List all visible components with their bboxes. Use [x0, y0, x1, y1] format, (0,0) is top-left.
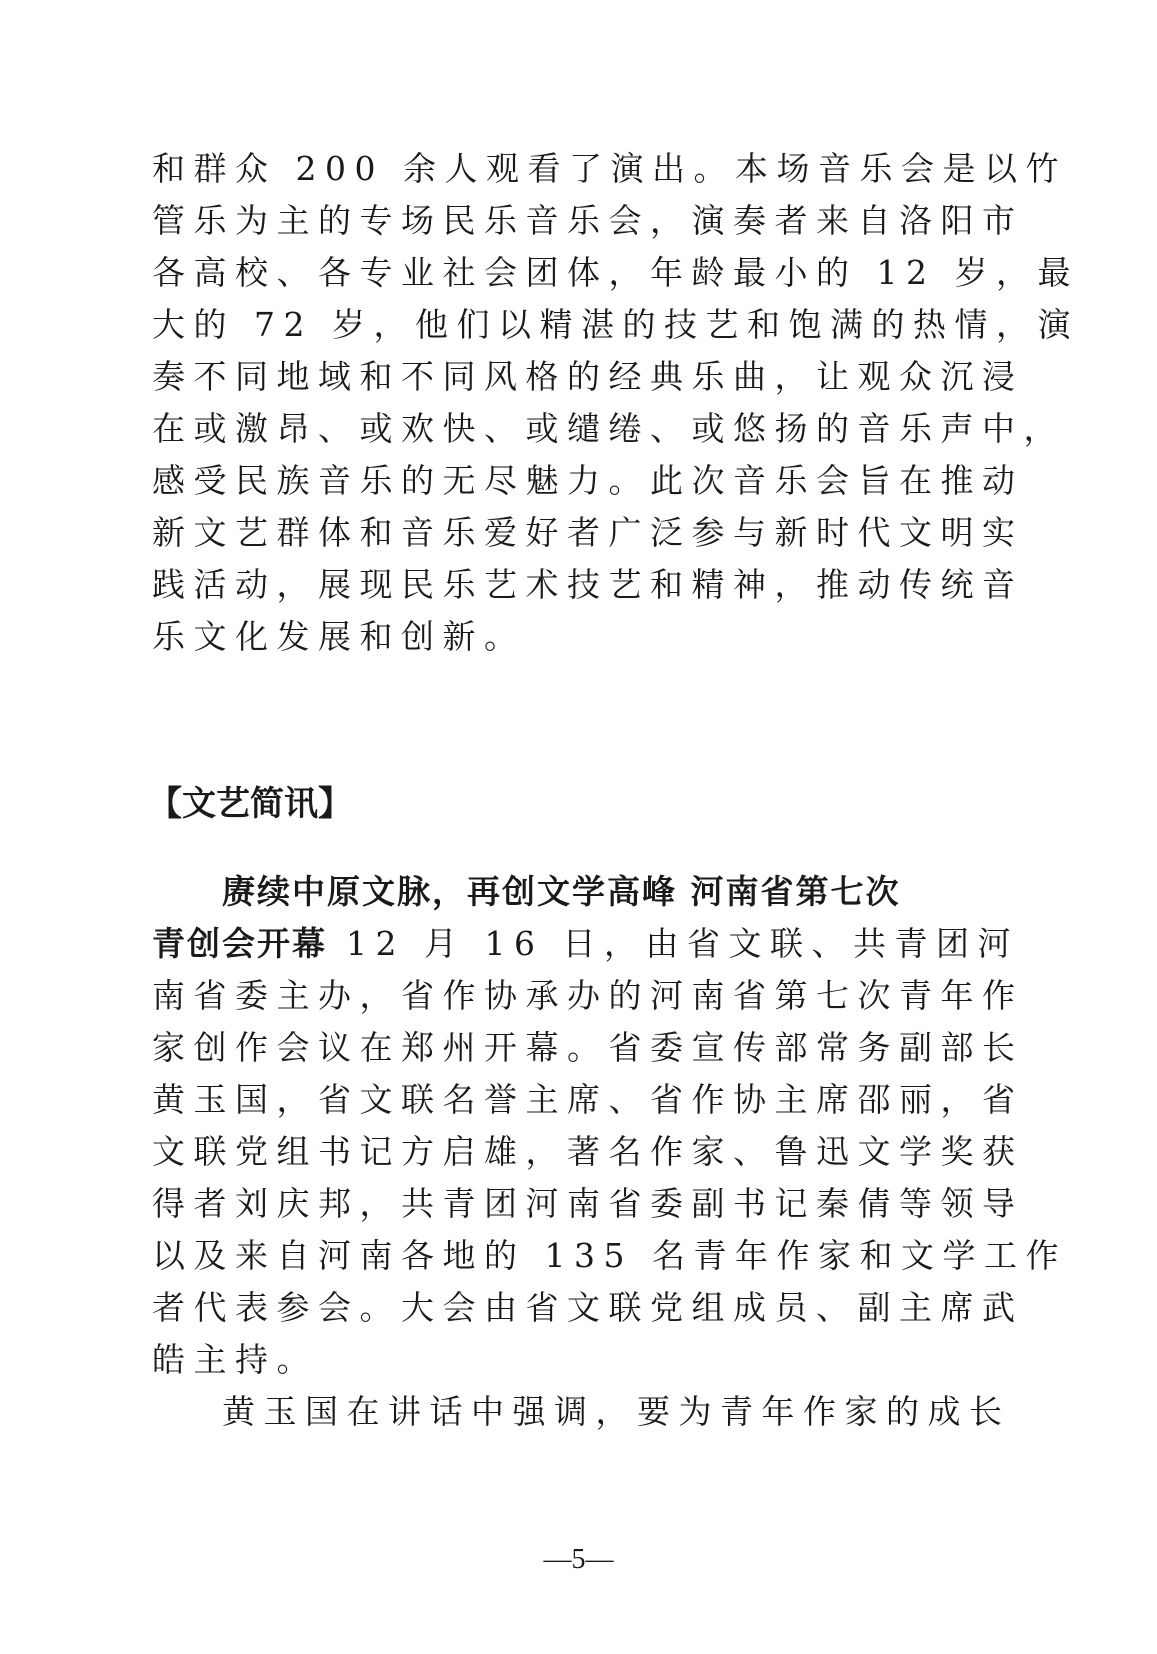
text-line: 文联党组书记方启雄，著名作家、鲁迅文学奖获	[152, 1132, 1024, 1171]
text-line: 家创作会议在郑州开幕。省委宣传部常务副部长	[152, 1028, 1024, 1067]
text-line: 践活动，展现民乐艺术技艺和精神，推动传统音	[152, 565, 1024, 604]
section-title: 【文艺简讯】	[148, 784, 352, 824]
news-headline-tail: 青创会开幕	[152, 924, 327, 963]
text-line: 新文艺群体和音乐爱好者广泛参与新时代文明实	[152, 513, 1024, 552]
text-line: 管乐为主的专场民乐音乐会，演奏者来自洛阳市	[152, 201, 1024, 240]
text-line: 者代表参会。大会由省文联党组成员、副主席武	[152, 1288, 1024, 1327]
text-line: 黄玉国，省文联名誉主席、省作协主席邵丽，省	[152, 1080, 1024, 1119]
text-line: 南省委主办，省作协承办的河南省第七次青年作	[152, 976, 1024, 1015]
text-line: 感受民族音乐的无尽魅力。此次音乐会旨在推动	[152, 461, 1024, 500]
text-line: 得者刘庆邦，共青团河南省委副书记秦倩等领导	[152, 1184, 1024, 1223]
text-line: 大的 72 岁，他们以精湛的技艺和饱满的热情，演	[152, 305, 1079, 344]
news-headline: 赓续中原文脉，再创文学高峰 河南省第七次	[222, 872, 901, 911]
text-line: 各高校、各专业社会团体，年龄最小的 12 岁，最	[152, 253, 1079, 292]
text-line: 黄玉国在讲话中强调，要为青年作家的成长	[222, 1392, 1011, 1431]
text-line: 乐文化发展和创新。	[152, 617, 526, 656]
text-line: 奏不同地域和不同风格的经典乐曲，让观众沉浸	[152, 357, 1024, 396]
page-number: —5—	[543, 1544, 614, 1575]
text-line: 皓主持。	[152, 1340, 318, 1379]
news-headline-continued	[152, 918, 1019, 970]
text-line: 和群众 200 余人观看了演出。本场音乐会是以竹	[152, 149, 1067, 188]
news-body-start: 12 月 16 日，由省文联、共青团河	[327, 924, 1019, 963]
text-line: 以及来自河南各地的 135 名青年作家和文学工作	[152, 1236, 1067, 1275]
text-line: 在或激昂、或欢快、或缱绻、或悠扬的音乐声中，	[152, 409, 1065, 448]
